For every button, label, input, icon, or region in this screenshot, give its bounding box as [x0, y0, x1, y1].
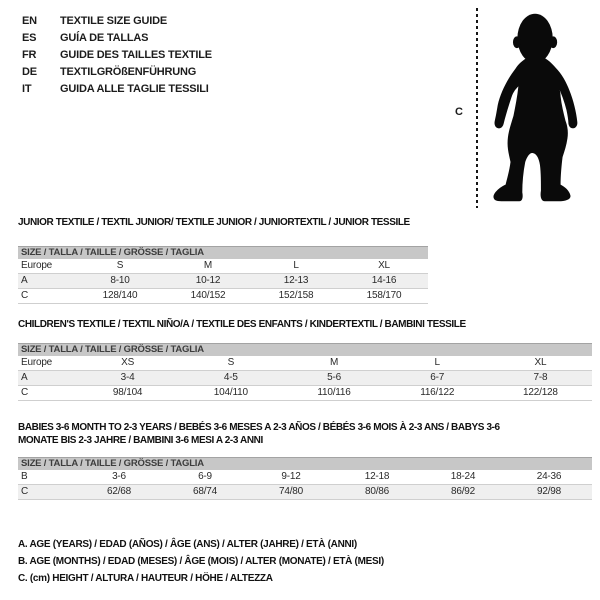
table-cell: 24-36: [536, 471, 562, 482]
row-label: B: [21, 471, 28, 482]
table-cell: 12-13: [283, 275, 309, 286]
footnote-height: C. (cm) HEIGHT / ALTURA / HAUTEUR / HÖHE / ALTEZZA: [18, 573, 273, 584]
table-cell: M: [329, 357, 339, 368]
section-junior-textile: [18, 216, 428, 304]
table-cell: 98/104: [112, 387, 143, 398]
table-cell: 9-12: [281, 471, 301, 482]
language-title: GUIDE DES TAILLES TEXTILE: [60, 48, 212, 61]
language-title: GUÍA DE TALLAS: [60, 31, 149, 44]
table-cell: 140/152: [190, 290, 226, 301]
footnote-age-months: B. AGE (MONTHS) / EDAD (MESES) / ÂGE (MOIS) / ALTER (MONATE) / ETÀ (MESI): [18, 556, 384, 567]
language-title-list: [22, 12, 212, 98]
row-label: C: [21, 486, 29, 497]
table-cell: 110/116: [317, 387, 351, 398]
table-cell: 6-9: [198, 471, 212, 482]
table-row: [18, 289, 428, 304]
table-cell: 80/86: [364, 486, 390, 497]
table-header: SIZE / TALLA / TAILLE / GRÖSSE / TAGLIA: [18, 343, 592, 356]
language-code: ES: [22, 31, 37, 44]
row-label: Europe: [21, 357, 53, 368]
table-cell: 158/170: [366, 290, 402, 301]
language-row: [22, 12, 212, 29]
table-header: SIZE / TALLA / TAILLE / GRÖSSE / TAGLIA: [18, 246, 428, 259]
table-cell: 10-12: [195, 275, 221, 286]
row-label: A: [21, 275, 28, 286]
footnote-age-years: A. AGE (YEARS) / EDAD (AÑOS) / ÂGE (ANS) / ALTER (JAHRE) / ETÀ (ANNI): [18, 539, 357, 550]
baby-silhouette-icon: [484, 8, 592, 208]
table-cell: L: [434, 357, 440, 368]
table-cell: 122/128: [523, 387, 558, 398]
table-cell: 18-24: [450, 471, 476, 482]
table-cell: XS: [121, 357, 135, 368]
table-cell: 6-7: [430, 372, 445, 383]
table-cell: 68/74: [192, 486, 218, 497]
table-cell: 62/68: [106, 486, 132, 497]
table-header: SIZE / TALLA / TAILLE / GRÖSSE / TAGLIA: [18, 457, 592, 470]
size-table-junior: [18, 246, 428, 304]
height-dashed-line: [476, 8, 478, 208]
table-cell: 92/98: [536, 486, 562, 497]
row-label: C: [21, 387, 29, 398]
language-row: [22, 81, 212, 98]
size-table-babies: [18, 457, 592, 500]
legend-footnotes: [18, 536, 384, 587]
language-code: FR: [22, 48, 37, 61]
size-table-children: [18, 343, 592, 401]
table-cell: 3-4: [120, 372, 135, 383]
table-cell: 12-18: [364, 471, 390, 482]
table-row: [18, 356, 592, 371]
language-title: TEXTILE SIZE GUIDE: [60, 14, 168, 27]
language-row: [22, 29, 212, 46]
table-row: [18, 274, 428, 289]
section-title: JUNIOR TEXTILE / TEXTIL JUNIOR/ TEXTILE JUNIOR / JUNIORTEXTIL / JUNIOR TESSILE: [18, 217, 410, 228]
section-children-textile: [18, 318, 592, 401]
section-title: BABIES 3-6 MONTH TO 2-3 YEARS / BEBÉS 3-6 MESES A 2-3 AÑOS / BÉBÉS 3-6 MOIS À 2-3 ANS / BABYS 3-6 MONATE BIS 2-3 JAHRE / BAMBINI 3-6 MESI A 2-3 ANNI: [18, 422, 500, 446]
table-cell: M: [203, 260, 213, 271]
table-cell: S: [116, 260, 124, 271]
height-measure-label: C: [455, 106, 463, 118]
table-row: [18, 259, 428, 274]
table-cell: S: [227, 357, 235, 368]
table-cell: 8-10: [110, 275, 130, 286]
language-title: GUIDA ALLE TAGLIE TESSILI: [60, 83, 209, 96]
row-label: C: [21, 290, 29, 301]
table-cell: 74/80: [278, 486, 304, 497]
table-cell: 86/92: [450, 486, 476, 497]
table-row: [18, 386, 592, 401]
language-code: EN: [22, 14, 37, 27]
table-cell: 3-6: [112, 471, 126, 482]
table-cell: XL: [378, 260, 390, 271]
table-cell: 7-8: [533, 372, 548, 383]
section-title: CHILDREN'S TEXTILE / TEXTIL NIÑO/A / TEXTILE DES ENFANTS / KINDERTEXTIL / BAMBINI TESSILE: [18, 319, 466, 330]
table-row: [18, 470, 592, 485]
table-cell: 4-5: [223, 372, 238, 383]
language-row: [22, 46, 212, 63]
table-row: [18, 485, 592, 500]
table-row: [18, 371, 592, 386]
row-label: Europe: [21, 260, 53, 271]
row-label: A: [21, 372, 28, 383]
language-row: [22, 64, 212, 81]
section-babies-textile: [18, 421, 592, 500]
table-cell: 128/140: [102, 290, 138, 301]
table-cell: 14-16: [371, 275, 397, 286]
table-cell: 5-6: [327, 372, 341, 383]
table-cell: L: [293, 260, 299, 271]
table-cell: XL: [534, 357, 547, 368]
table-cell: 104/110: [213, 387, 248, 398]
table-cell: 152/158: [278, 290, 314, 301]
table-cell: 116/122: [420, 387, 455, 398]
language-code: DE: [22, 66, 37, 79]
language-code: IT: [22, 83, 32, 96]
language-title: TEXTILGRÖßENFÜHRUNG: [60, 66, 197, 79]
